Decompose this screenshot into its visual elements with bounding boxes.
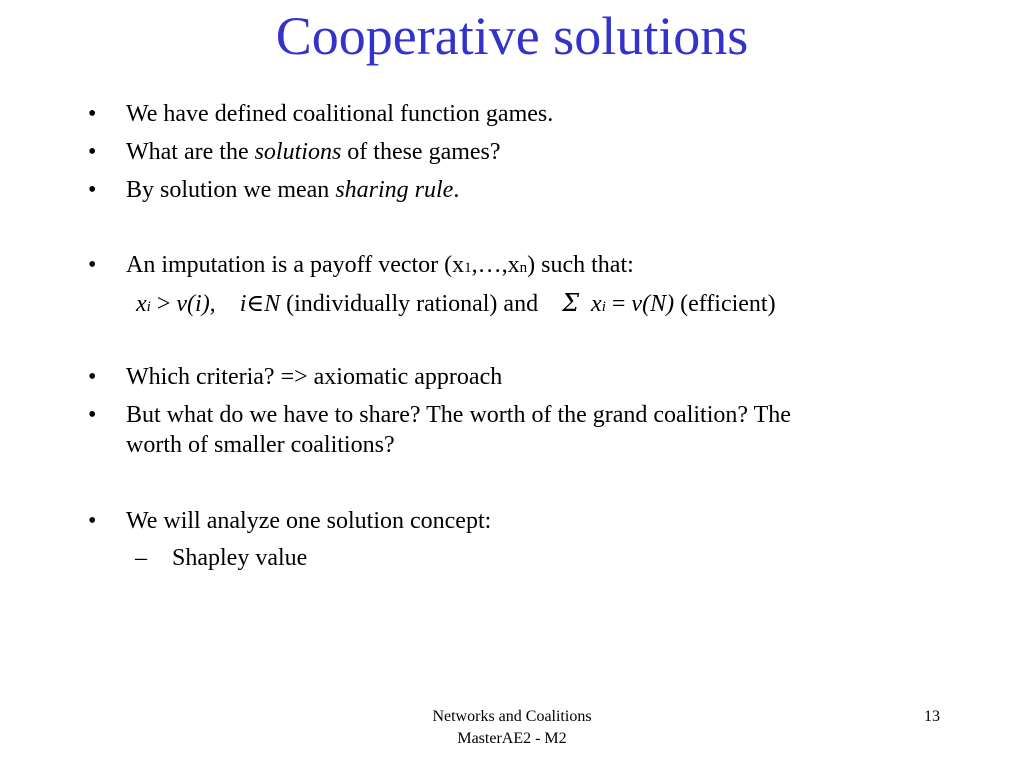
bullet-text-sharing-rule: By solution we mean sharing rule. xyxy=(126,177,460,203)
bullet-marker: • xyxy=(88,177,97,203)
footer-course-subtitle: MasterAE2 - M2 xyxy=(457,730,567,747)
bullet-marker: • xyxy=(88,508,97,534)
bullet-text-criteria: Which criteria? => axiomatic approach xyxy=(126,364,503,390)
bullet-marker: • xyxy=(88,101,97,127)
imputation-formula: xi > v(i), i∈N (individually rational) and Σ xi = v(N) (efficient) xyxy=(136,289,776,317)
footer-course xyxy=(392,706,632,750)
bullet-text-imputation: An imputation is a payoff vector (x1,…,xn) such that: xyxy=(126,252,634,278)
bullet-marker: • xyxy=(88,364,97,390)
bullet-marker: • xyxy=(88,402,97,428)
bullet-text-share-line2: worth of smaller coalitions? xyxy=(126,432,395,458)
bullet-text-share-line1: But what do we have to share? The worth of the grand coalition? The xyxy=(126,402,791,428)
footer-course-title: Networks and Coalitions xyxy=(432,708,592,725)
bullet-marker: • xyxy=(88,252,97,278)
bullet-marker: • xyxy=(88,139,97,165)
sub-item-shapley-value: Shapley value xyxy=(172,545,308,571)
sub-bullet-dash: – xyxy=(135,545,147,571)
bullet-text-solution-concept: We will analyze one solution concept: xyxy=(126,508,492,534)
slide-title: Cooperative solutions xyxy=(275,6,749,66)
bullet-text-solutions: What are the solutions of these games? xyxy=(126,139,501,165)
page-number: 13 xyxy=(924,708,940,725)
bullet-text-defined-games: We have defined coalitional function games. xyxy=(126,101,554,127)
